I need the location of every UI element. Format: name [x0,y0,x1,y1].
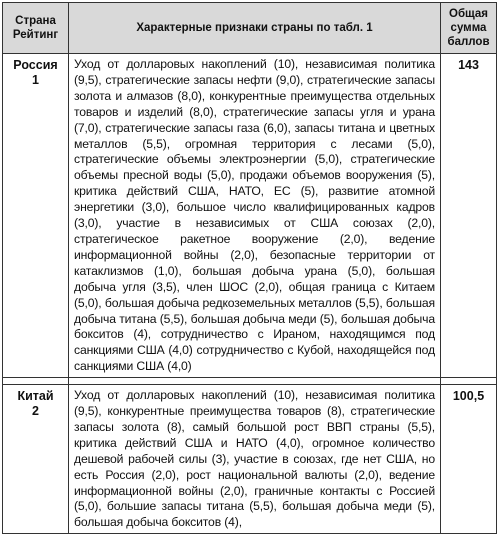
country-name: Россия [13,58,58,72]
ratings-table [2,2,497,534]
country-cell [3,385,69,534]
table-row [3,385,497,534]
header-score [441,3,497,54]
separator-cell [441,378,497,385]
separator-cell [3,378,69,385]
header-score-line2: сумма [450,22,487,34]
score-cell: 100,5 [441,385,497,534]
features-cell: Уход от долларовых накоплений (10), независимая политика (9,5), стратегические запасы нефти (9,0), стратегические запасы золота и алмазов (8,0), конкурентные преимущества отдельных товаров и изделий (8,0), стратегические запасы угля и урана (7,0), стратегические запасы газа (6,0), запасы титана и цветных металлов (5,5), огромная территория с лесами (5,0), стратегические объемы электроэнергии (5,0), стратегические объемы пресной воды (5,0), продажи объемов вооружения (5), критика действий США, НАТО, ЕС (5), развитие атомной энергетики (3,0), большое число квалифицированных кадров (3,0), участие в независимых от США союзах (2,0), стратегическое ракетное вооружение (2,0), ведение информационной войны (2,0), безопасные территории от катаклизмов (1,0), большая добыча урана (5,0), большая добыча угля (3,5), член ШОС (2,0), общая граница с Китаем (5,0), большая добыча редкоземельных металлов (5,5), большая добыча титана (5,5), большая добыча меди (5), большая добыча бокситов (4), сотрудничество с Ираном, находящимся под санкциями США (4,0) сотрудничество с Кубой, находящейся под санкциями США (4,0) [69,54,441,378]
country-rank: 1 [32,73,39,87]
header-country-rank [3,3,69,54]
features-cell: Уход от долларовых накоплений (10), независимая политика (9,5), конкурентные преимущества товаров (8), стратегические запасы золота (8), самый большой рост ВВП страны (5,5), критика действий США и НАТО (4,0), огромное количество дешевой рабочей силы (3), участие в союзах, где нет США, но есть Россия (2,0), рост национальной валюты (2,0), ведение информационной войны (2,0), граничные контакты с Россией (5,0), большие запасы титана (5,5), большая добыча меди (5), большая добыча бокситов (4), [69,385,441,534]
header-features-label: Характерные признаки страны по табл. 1 [136,22,373,34]
header-country-label: Страна [15,15,56,27]
country-rank: 2 [32,404,39,419]
header-score-line1: Общая [449,8,488,20]
country-cell [3,54,69,378]
country-name: Китай [17,389,54,404]
score-cell: 143 [441,54,497,378]
row-separator [3,378,497,385]
table-header-row [3,3,497,54]
header-score-line3: баллов [447,36,490,48]
separator-cell [69,378,441,385]
header-rank-label: Рейтинг [12,29,59,41]
table-row [3,54,497,378]
header-features [69,3,441,54]
